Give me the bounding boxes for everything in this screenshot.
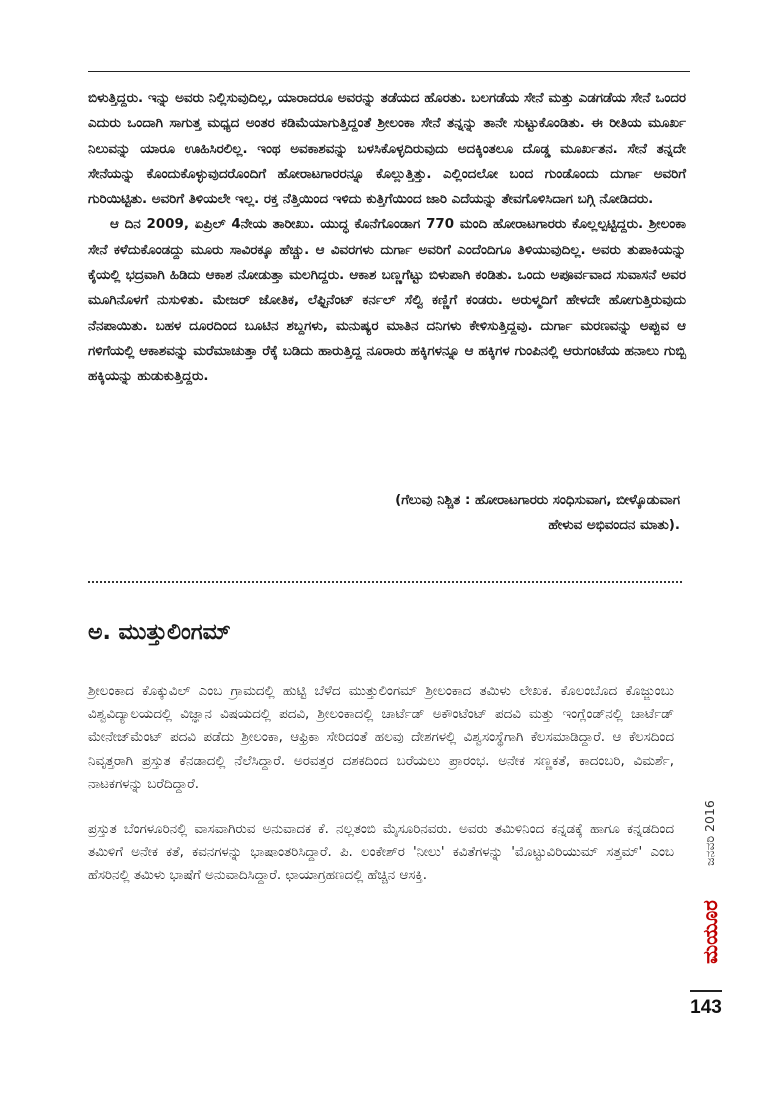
story-paragraph-2: ಆ ದಿನ 2009, ಏಪ್ರಿಲ್ 4ನೇಯ ತಾರೀಖು. ಯುದ್ಧ ಕೊನೆಗೊಂಡಾಗ 770 ಮಂದಿ ಹೋರಾಟಗಾರರು ಕೊಲ್ಲಲ್ಪಟ್ಟಿದ್ದರು. ಶ್ರೀಲಂಕಾ ಸೇನೆ ಕಳೆದುಕೊಂಡದ್ದು ಮೂರು ಸಾವಿರಕ್ಕೂ ಹೆಚ್ಚು. ಆ ವಿವರಗಳು ದುರ್ಗಾ ಅವರಿಗೆ ಎಂದೆಂದಿಗೂ ತಿಳಿಯುವುದಿಲ್ಲ. ಅವರು ತುಪಾಕಿಯನ್ನು ಕೈಯಲ್ಲಿ ಭದ್ರವಾಗಿ ಹಿಡಿದು ಆಕಾಶ ನೋಡುತ್ತಾ ಮಲಗಿದ್ದರು. ಆಕಾಶ ಬಣ್ಣಗೆಟ್ಟು ಬಿಳುಪಾಗಿ ಕಂಡಿತು. ಒಂದು ಅಪೂರ್ವವಾದ ಸುವಾಸನೆ ಅವರ ಮೂಗಿನೊಳಗೆ ನುಸುಳಿತು. ಮೇಜರ್ ಜೋತಿಕ, ಲೆಫ್ಟಿನೆಂಟ್ ಕರ್ನಲ್ ಸೆಲ್ವಿ ಕಣ್ಣಿಗೆ ಕಂಡರು. ಅರುಳ್ಮದಿಗೆ ಹೇಳದೇ ಹೋಗುತ್ತಿರುವುದು ನೆನಪಾಯಿತು. ಬಹಳ ದೂರದಿಂದ ಬೂಟಿನ ಶಬ್ದಗಳು, ಮನುಷ್ಯರ ಮಾತಿನ ದನಿಗಳು ಕೇಳಿಸುತ್ತಿದ್ದವು. ದುರ್ಗಾ ಮರಣವನ್ನು ಅಪ್ಪುವ ಆ ಗಳಿಗೆಯಲ್ಲಿ ಆಕಾಶವನ್ನು ಮರೆಮಾಚುತ್ತಾ ರೆಕ್ಕೆ ಬಡಿದು ಹಾರುತ್ತಿದ್ದ ನೂರಾರು ಹಕ್ಕಿಗಳನ್ನೂ ಆ ಹಕ್ಕಿಗಳ ಗುಂಪಿನಲ್ಲಿ ಆರುಗಂಟೆಯ ಹನಾಲು ಗುಬ್ಬಿ ಹಕ್ಕಿಯನ್ನು ಹುಡುಕುತ್ತಿದ್ದರು. bbox=[88, 217, 686, 385]
story-citation bbox=[250, 488, 680, 539]
page-number: 143 bbox=[690, 997, 722, 1018]
story-continuation bbox=[88, 86, 686, 390]
author-section-title: ಅ. ಮುತ್ತುಲಿಂಗಮ್ bbox=[88, 620, 231, 645]
translator-bio-paragraph: ಪ್ರಸ್ತುತ ಬೆಂಗಳೂರಿನಲ್ಲಿ ವಾಸವಾಗಿರುವ ಅನುವಾದಕ ಕೆ. ನಲ್ಲತಂಬಿ ಮೈಸೂರಿನವರು. ಅವರು ತಮಿಳಿನಿಂದ ಕನ್ನಡಕ್ಕೆ ಹಾಗೂ ಕನ್ನಡದಿಂದ ತಮಿಳಿಗೆ ಅನೇಕ ಕತೆ, ಕವನಗಳನ್ನು ಭಾಷಾಂತರಿಸಿದ್ದಾರೆ. ಪಿ. ಲಂಕೇಶ್‌ರ 'ನೀಲು' ಕವಿತೆಗಳನ್ನು 'ಮೊಟ್ಟುವಿರಿಯುಮ್ ಸತ್ತಮ್' ಎಂಬ ಹೆಸರಿನಲ್ಲಿ ತಮಿಳು ಭಾಷೆಗೆ ಅನುವಾದಿಸಿದ್ದಾರೆ. ಛಾಯಾಗ್ರಹಣದಲ್ಲಿ ಹೆಚ್ಚಿನ ಆಸಕ್ತಿ. bbox=[88, 822, 674, 884]
magazine-name: ಮಯೂರ bbox=[698, 900, 722, 964]
citation-line-1: (ಗೆಲುವು ನಿಶ್ಚಿತ : ಹೋರಾಟಗಾರರು ಸಂಧಿಸುವಾಗ, ಬೀಳ್ಕೊಡುವಾಗ bbox=[395, 493, 680, 508]
citation-line-2: ಹೇಳುವ ಅಭಿವಂದನ ಮಾತು). bbox=[548, 518, 680, 534]
story-paragraph-1: ಬಿಳುತ್ತಿದ್ದರು. ಇನ್ನು ಅವರು ನಿಲ್ಲಿಸುವುದಿಲ್ಲ, ಯಾರಾದರೂ ಅವರನ್ನು ತಡೆಯದ ಹೊರತು. ಬಲಗಡೆಯ ಸೇನೆ ಮತ್ತು ಎಡಗಡೆಯ ಸೇನೆ ಒಂದರ ಎದುರು ಒಂದಾಗಿ ಸಾಗುತ್ತ ಮಧ್ಯದ ಅಂತರ ಕಡಿಮೆಯಾಗುತ್ತಿದ್ದಂತೆ ಶ್ರೀಲಂಕಾ ಸೇನೆ ತನ್ನನ್ನು ತಾನೇ ಸುಟ್ಟುಕೊಂಡಿತು. ಈ ರೀತಿಯ ಮೂರ್ಖ ನಿಲುವನ್ನು ಯಾರೂ ಊಹಿಸಿರಲಿಲ್ಲ. ಇಂಥ ಅವಕಾಶವನ್ನು ಬಳಸಿಕೊಳ್ಳದಿರುವುದು ಅದಕ್ಕಿಂತಲೂ ದೊಡ್ಡ ಮೂರ್ಖತನ. ಸೇನೆ ತನ್ನದೇ ಸೇನೆಯನ್ನು ಕೊಂದುಕೊಳ್ಳುವುದರೊಂದಿಗೆ ಹೋರಾಟಗಾರರನ್ನೂ ಕೊಲ್ಲುತ್ತಿತ್ತು. ಎಲ್ಲಿಂದಲೋ ಬಂದ ಗುಂಡೊಂದು ದುರ್ಗಾ ಅವರಿಗೆ ಗುರಿಯಿಟ್ಟಿತು. ಅವರಿಗೆ ತಿಳಿಯಲೇ ಇಲ್ಲ. ರಕ್ತ ನೆತ್ತಿಯಿಂದ ಇಳಿದು ಕುತ್ತಿಗೆಯಿಂದ ಜಾರಿ ಎದೆಯನ್ನು ತೇವಗೊಳಿಸಿದಾಗ ಬಗ್ಗಿ ನೋಡಿದರು. bbox=[88, 91, 686, 208]
author-bio-paragraph-1: ಶ್ರೀಲಂಕಾದ ಕೊಕ್ಕುವಿಲ್ ಎಂಬ ಗ್ರಾಮದಲ್ಲಿ ಹುಟ್ಟಿ ಬೆಳೆದ ಮುತ್ತುಲಿಂಗಮ್ ಶ್ರೀಲಂಕಾದ ತಮಿಳು ಲೇಖಕ. ಕೊಲಂಬೊದ ಕೊಜ್ಜುಂಬು ವಿಶ್ವವಿದ್ಯಾಲಯದಲ್ಲಿ ವಿಜ್ಞಾನ ವಿಷಯದಲ್ಲಿ ಪದವಿ, ಶ್ರೀಲಂಕಾದಲ್ಲಿ ಚಾರ್ಟೆಡ್ ಅಕೌಂಟೆಂಟ್ ಪದವಿ ಮತ್ತು ಇಂಗ್ಲೆಂಡ್‌ನಲ್ಲಿ ಚಾರ್ಟೆಡ್ ಮೇನೇಜ್‌ಮೆಂಟ್ ಪದವಿ ಪಡೆದು ಶ್ರೀಲಂಕಾ, ಆಫ್ರಿಕಾ ಸೇರಿದಂತೆ ಹಲವು ದೇಶಗಳಲ್ಲಿ ವಿಶ್ವಸಂಸ್ಥೆಗಾಗಿ ಕೆಲಸಮಾಡಿದ್ದಾರೆ. ಆ ಕೆಲಸದಿಂದ ನಿವೃತ್ತರಾಗಿ ಪ್ರಸ್ತುತ ಕೆನಡಾದಲ್ಲಿ ನೆಲೆಸಿದ್ದಾರೆ. ಅರವತ್ತರ ದಶಕದಿಂದ ಬರೆಯಲು ಪ್ರಾರಂಭ. ಅನೇಕ ಸಣ್ಣಕತೆ, ಕಾದಂಬರಿ, ವಿಮರ್ಶೆ, ನಾಟಕಗಳನ್ನು ಬರೆದಿದ್ದಾರೆ. bbox=[88, 684, 674, 792]
page-number-rule bbox=[690, 990, 722, 992]
issue-date: ಜನವರಿ 2016 bbox=[702, 800, 717, 866]
magazine-side-label bbox=[698, 800, 722, 975]
top-rule bbox=[88, 71, 690, 72]
section-divider bbox=[88, 581, 682, 583]
author-bio bbox=[88, 680, 674, 888]
